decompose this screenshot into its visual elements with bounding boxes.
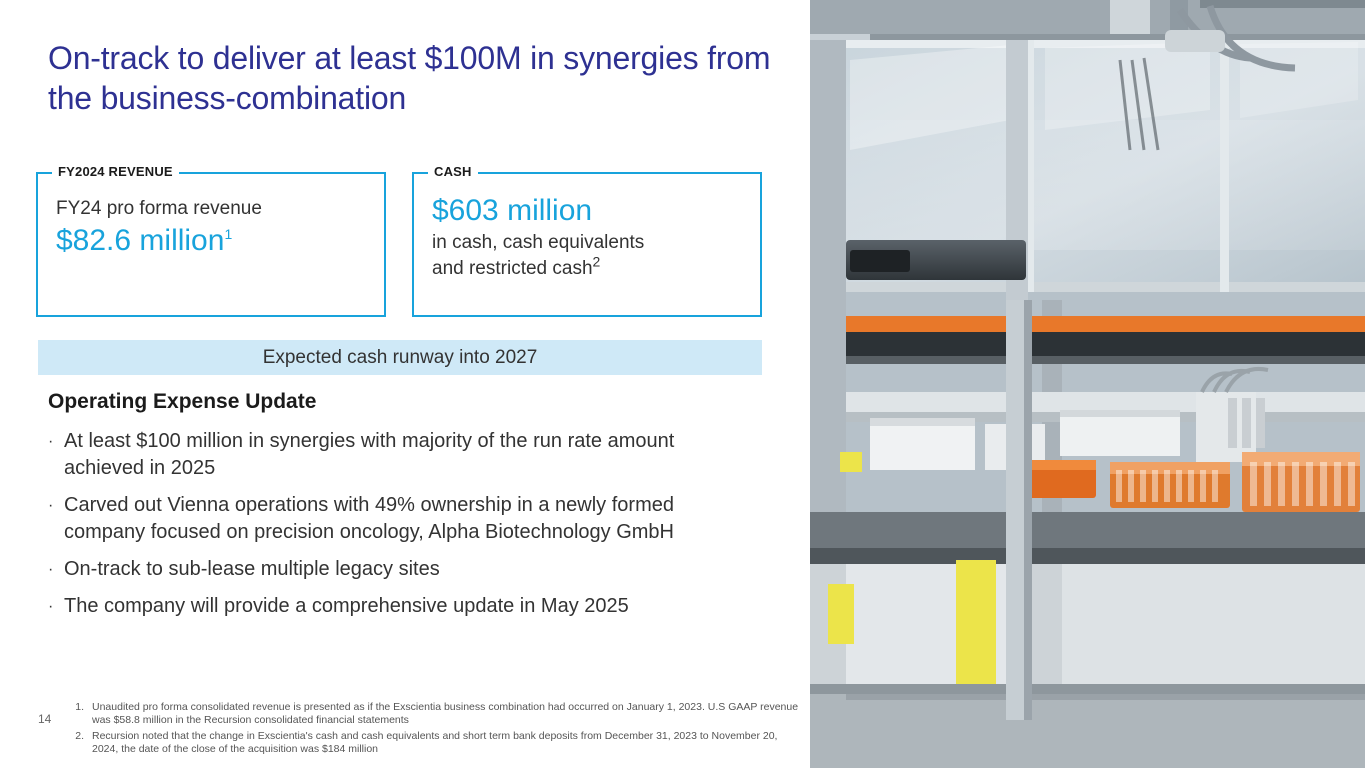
footnote-number: 1.: [75, 701, 84, 713]
stat-card-cash-sub-line-2: [432, 253, 750, 282]
stat-card-revenue-caption: FY24 pro forma revenue: [56, 198, 262, 219]
list-item: [48, 492, 748, 546]
footnote-text: Recursion noted that the change in Exscientia's cash and cash equivalents and short term bank deposits from December 31, 2023 to November 20, 2024, the date of the close of the acquisition was $184 million: [92, 730, 778, 755]
list-item: [48, 556, 748, 583]
page-number: 14: [38, 712, 52, 726]
list-item-text: At least $100 million in synergies with majority of the run rate amount achieved in 2025: [64, 430, 675, 479]
section-heading-operating-expense: Operating Expense Update: [48, 390, 317, 413]
footnote-text: Unaudited pro forma consolidated revenue is presented as if the Exscientia business combination had occurred on January 1, 2023. U.S GAAP revenue was $58.8 million in the Recursion consolidated financial statements: [92, 701, 799, 726]
stat-card-revenue-legend: FY2024 REVENUE: [52, 164, 179, 179]
bullet-marker-icon: ·: [48, 598, 54, 615]
footnote-item: [68, 730, 803, 756]
list-item: [48, 428, 748, 482]
stat-card-cash-footnote-ref: 2: [592, 253, 601, 270]
stat-card-revenue-footnote-ref: 1: [224, 226, 233, 242]
bullet-list: [48, 428, 748, 630]
stat-card-cash-value: $603 million: [432, 194, 593, 227]
footnotes: [68, 701, 803, 759]
footnote-item: [68, 701, 803, 727]
stat-card-cash-legend: CASH: [428, 164, 478, 179]
bullet-marker-icon: ·: [48, 497, 54, 514]
stat-card-cash-sub-line-1: in cash, cash equivalents: [432, 232, 645, 253]
page-title: On-track to deliver at least $100M in synergies from the business-combination: [48, 40, 771, 116]
list-item-text: On-track to sub-lease multiple legacy sites: [64, 558, 440, 580]
stat-card-cash-sub-text: and restricted cash: [432, 258, 593, 279]
stat-card-revenue-value: [56, 222, 374, 260]
stat-card-revenue-value-text: $82.6 million: [56, 224, 225, 257]
bullet-marker-icon: ·: [48, 433, 54, 450]
stat-card-cash-body: [432, 192, 750, 282]
stat-card-revenue-body: [56, 196, 374, 260]
stat-card-cash: [412, 164, 762, 317]
lab-automation-photo: [810, 0, 1365, 768]
footnote-number: 2.: [75, 730, 84, 742]
stat-card-revenue: [36, 164, 386, 317]
cash-runway-banner: Expected cash runway into 2027: [38, 340, 762, 375]
list-item-text: Carved out Vienna operations with 49% ownership in a newly formed company focused on precision oncology, Alpha Biotechnology GmbH: [64, 494, 674, 543]
list-item-text: The company will provide a comprehensive update in May 2025: [64, 595, 629, 617]
bullet-marker-icon: ·: [48, 561, 54, 578]
list-item: [48, 593, 748, 620]
